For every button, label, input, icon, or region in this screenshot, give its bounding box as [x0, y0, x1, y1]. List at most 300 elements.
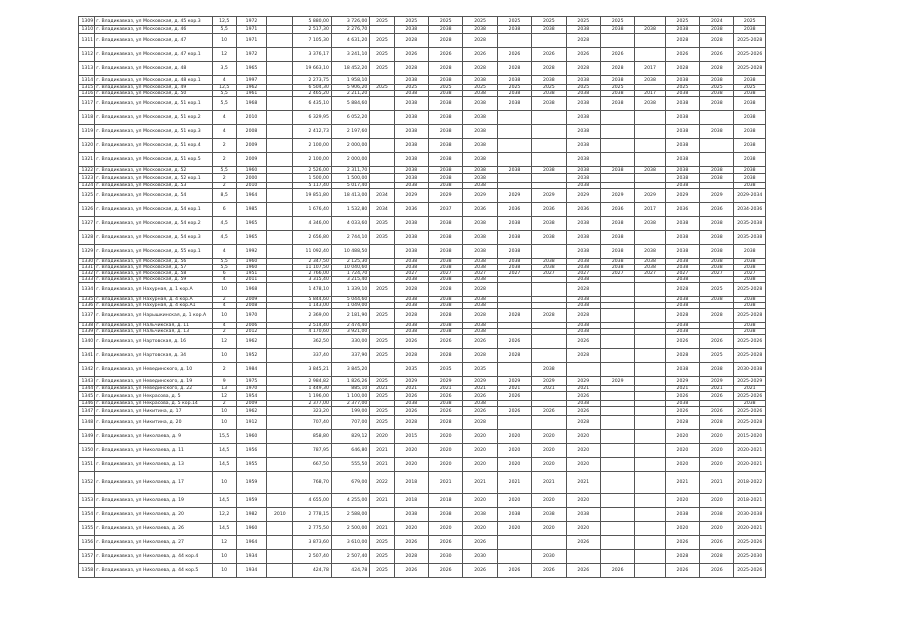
table-row: [79, 494, 766, 508]
cell-f: 10: [212, 283, 236, 297]
cell-year-10: 2025-2026: [734, 335, 766, 349]
cell-year-7: [635, 407, 665, 416]
cell-f: 5,5: [212, 259, 236, 265]
cell-n: 1327: [79, 217, 95, 231]
cell-year-1: 2038: [429, 125, 463, 139]
cell-c7: 2021: [370, 444, 394, 458]
table-row: [79, 167, 766, 174]
cell-c7: 2025: [370, 48, 394, 62]
cell-year-9: 2020: [700, 458, 734, 472]
cell-year-6: [600, 309, 634, 323]
cell-year-1: 2038: [429, 277, 463, 283]
cell-year-4: 2021: [532, 472, 566, 494]
cell-year-5: 2038: [566, 217, 600, 231]
cell-y: 1960: [236, 167, 266, 174]
cell-c4: [267, 48, 293, 62]
cell-f: 5,5: [212, 167, 236, 174]
cell-year-2: 2038: [463, 183, 497, 189]
cell-year-0: 2028: [394, 309, 428, 323]
cell-year-0: 2038: [394, 401, 428, 407]
cell-year-9: 2038: [700, 245, 734, 259]
cell-v1: 2 377,00: [293, 401, 331, 407]
cell-y: 2009: [236, 297, 266, 303]
table-row: [79, 34, 766, 48]
cell-year-4: 2021: [532, 386, 566, 392]
cell-n: 1311: [79, 34, 95, 48]
cell-c7: [370, 245, 394, 259]
cell-v1: 2 517,30: [293, 26, 331, 34]
cell-year-10: 2038: [734, 265, 766, 271]
cell-year-4: [532, 536, 566, 550]
cell-year-7: 2017: [635, 62, 665, 76]
cell-y: 1961: [236, 91, 266, 97]
cell-c7: [370, 97, 394, 111]
cell-year-6: 2025: [600, 85, 634, 91]
cell-year-10: 2038: [734, 297, 766, 303]
cell-year-2: 2028: [463, 283, 497, 297]
cell-year-4: [532, 335, 566, 349]
cell-year-4: 2038: [532, 231, 566, 245]
cell-year-6: [600, 458, 634, 472]
cell-year-7: [635, 125, 665, 139]
cell-v2: 1 049,00: [331, 303, 369, 309]
cell-year-5: 2026: [566, 536, 600, 550]
cell-y: 1960: [236, 259, 266, 265]
cell-year-9: 2038: [700, 297, 734, 303]
cell-year-0: 2026: [394, 392, 428, 401]
cell-year-2: 2021: [463, 386, 497, 392]
cell-a: г. Владикавказ, ул Николаева, д. 27: [95, 536, 212, 550]
cell-a: г. Владикавказ, ул Невединского, д. 10: [95, 363, 212, 377]
cell-y: 2010: [236, 111, 266, 125]
cell-a: г. Владикавказ, ул Никитина, д. 17: [95, 407, 212, 416]
cell-v2: 646,80: [331, 444, 369, 458]
cell-y: 2008: [236, 125, 266, 139]
cell-v1: 2 465,20: [293, 91, 331, 97]
cell-year-10: 2029-2034: [734, 189, 766, 203]
cell-year-8: 2021: [665, 472, 699, 494]
cell-n: 1310: [79, 26, 95, 34]
cell-year-7: [635, 48, 665, 62]
cell-n: 1319: [79, 125, 95, 139]
cell-a: г. Владикавказ, ул Николаева, д. 11: [95, 444, 212, 458]
cell-year-2: 2038: [463, 508, 497, 522]
cell-c4: [267, 111, 293, 125]
cell-v1: 6 504,30: [293, 85, 331, 91]
cell-year-8: 2020: [665, 522, 699, 536]
cell-year-3: [497, 153, 531, 167]
table-row: [79, 97, 766, 111]
cell-v2: 2 211,20: [331, 91, 369, 97]
cell-year-10: 2038: [734, 259, 766, 265]
table-row: [79, 550, 766, 564]
cell-c4: [267, 34, 293, 48]
cell-year-2: 2027: [463, 271, 497, 277]
cell-c7: 2035: [370, 231, 394, 245]
cell-c7: [370, 363, 394, 377]
cell-y: 1965: [236, 231, 266, 245]
cell-year-3: 2020: [497, 444, 531, 458]
table-row: [79, 62, 766, 76]
cell-year-0: 2029: [394, 377, 428, 386]
table-row: [79, 377, 766, 386]
cell-year-9: 2038: [700, 26, 734, 34]
cell-year-2: 2038: [463, 265, 497, 271]
cell-year-3: 2028: [497, 349, 531, 363]
cell-v2: 2 276,70: [331, 26, 369, 34]
cell-n: 1354: [79, 508, 95, 522]
cell-n: 1358: [79, 564, 95, 578]
cell-c4: [267, 189, 293, 203]
cell-y: 1959: [236, 494, 266, 508]
cell-year-0: 2020: [394, 522, 428, 536]
cell-f: 10: [212, 309, 236, 323]
cell-year-2: 2029: [463, 189, 497, 203]
cell-year-2: 2028: [463, 62, 497, 76]
cell-year-5: 2038: [566, 297, 600, 303]
cell-year-8: 2038: [665, 323, 699, 329]
cell-year-8: 2020: [665, 458, 699, 472]
cell-year-5: 2028: [566, 34, 600, 48]
cell-y: 1964: [236, 189, 266, 203]
cell-v1: 1 676,40: [293, 203, 331, 217]
cell-a: г. Владикавказ, ул Московская, д. 57: [95, 265, 212, 271]
cell-year-2: 2026: [463, 48, 497, 62]
cell-year-0: 2026: [394, 564, 428, 578]
cell-c4: [267, 536, 293, 550]
cell-year-9: 2026: [700, 536, 734, 550]
cell-a: г. Владикавказ, ул Московская, д. 48 кор.1: [95, 76, 212, 85]
cell-c4: [267, 26, 293, 34]
cell-year-3: 2027: [497, 271, 531, 277]
cell-year-5: 2026: [566, 564, 600, 578]
cell-year-6: [600, 522, 634, 536]
cell-year-5: 2038: [566, 91, 600, 97]
cell-year-6: 2038: [600, 26, 634, 34]
cell-year-9: 2038: [700, 174, 734, 183]
cell-year-10: 2030-2038: [734, 508, 766, 522]
cell-n: 1345: [79, 392, 95, 401]
cell-year-6: [600, 335, 634, 349]
cell-year-0: 2028: [394, 283, 428, 297]
table-row: [79, 153, 766, 167]
cell-f: 10: [212, 416, 236, 430]
cell-year-9: 2038: [700, 125, 734, 139]
cell-year-4: [532, 283, 566, 297]
cell-year-2: 2038: [463, 217, 497, 231]
cell-n: 1326: [79, 203, 95, 217]
cell-v2: 707,00: [331, 416, 369, 430]
table-row: [79, 231, 766, 245]
cell-year-0: 2038: [394, 167, 428, 174]
cell-y: 1955: [236, 458, 266, 472]
cell-year-7: [635, 550, 665, 564]
cell-year-7: [635, 153, 665, 167]
cell-year-3: 2026: [497, 335, 531, 349]
cell-year-0: 2038: [394, 297, 428, 303]
cell-year-5: 2038: [566, 259, 600, 265]
cell-y: 2012: [236, 329, 266, 335]
cell-y: 1962: [236, 335, 266, 349]
cell-year-10: 2038: [734, 245, 766, 259]
cell-v2: 1 958,10: [331, 76, 369, 85]
cell-year-6: 2028: [600, 62, 634, 76]
cell-c4: [267, 76, 293, 85]
cell-n: 1340: [79, 335, 95, 349]
cell-year-8: 2038: [665, 76, 699, 85]
cell-year-2: 2025: [463, 17, 497, 26]
cell-year-3: [497, 416, 531, 430]
cell-f: 2: [212, 174, 236, 183]
cell-year-10: 2038: [734, 26, 766, 34]
cell-year-5: 2026: [566, 392, 600, 401]
cell-year-6: [600, 494, 634, 508]
cell-a: г. Владикавказ, ул Николаева, д. 44 кор.5: [95, 564, 212, 578]
cell-year-7: [635, 458, 665, 472]
cell-year-3: 2038: [497, 259, 531, 265]
cell-v2: 5 884,60: [331, 97, 369, 111]
cell-year-3: 2020: [497, 522, 531, 536]
cell-year-7: [635, 335, 665, 349]
cell-year-1: 2038: [429, 26, 463, 34]
cell-year-2: 2038: [463, 26, 497, 34]
cell-year-8: 2025: [665, 17, 699, 26]
cell-year-1: 2028: [429, 34, 463, 48]
cell-v1: 1 478,10: [293, 283, 331, 297]
cell-year-5: 2038: [566, 245, 600, 259]
cell-v1: 3 315,40: [293, 277, 331, 283]
cell-year-1: 2028: [429, 416, 463, 430]
cell-c7: [370, 167, 394, 174]
cell-year-10: 2020-2021: [734, 458, 766, 472]
cell-year-9: 2029: [700, 189, 734, 203]
cell-c7: 2025: [370, 550, 394, 564]
cell-year-2: 2030: [463, 550, 497, 564]
cell-v1: 2 514,40: [293, 323, 331, 329]
cell-year-8: 2038: [665, 329, 699, 335]
cell-year-2: 2038: [463, 125, 497, 139]
cell-year-1: 2038: [429, 231, 463, 245]
cell-year-1: 2020: [429, 458, 463, 472]
cell-year-9: 2020: [700, 444, 734, 458]
cell-year-9: 2038: [700, 76, 734, 85]
cell-v2: 3 845,20: [331, 363, 369, 377]
cell-v2: 2 000,00: [331, 153, 369, 167]
cell-year-0: 2020: [394, 444, 428, 458]
cell-n: 1313: [79, 62, 95, 76]
cell-a: г. Владикавказ, ул Московская, д. 47: [95, 34, 212, 48]
cell-n: 1333: [79, 277, 95, 283]
cell-year-6: [600, 283, 634, 297]
cell-year-1: 2038: [429, 76, 463, 85]
cell-v2: 3 215,40: [331, 277, 369, 283]
cell-n: 1342: [79, 363, 95, 377]
cell-v1: 3 845,21: [293, 363, 331, 377]
cell-year-7: [635, 283, 665, 297]
cell-y: 1965: [236, 62, 266, 76]
cell-y: 2000: [236, 174, 266, 183]
cell-year-0: 2036: [394, 203, 428, 217]
cell-year-1: 2028: [429, 62, 463, 76]
cell-c4: [267, 349, 293, 363]
cell-v2: 337,90: [331, 349, 369, 363]
cell-y: 1968: [236, 283, 266, 297]
cell-year-10: 2038: [734, 111, 766, 125]
cell-year-9: 2036: [700, 203, 734, 217]
cell-year-1: 2020: [429, 430, 463, 444]
cell-a: г. Владикавказ, ул Некрасова, д. 5: [95, 392, 212, 401]
cell-year-4: 2025: [532, 17, 566, 26]
cell-c4: [267, 283, 293, 297]
cell-year-3: [497, 174, 531, 183]
cell-year-8: 2038: [665, 297, 699, 303]
cell-a: г. Владикавказ, ул Московская, д. 58: [95, 271, 212, 277]
cell-v1: 5 117,40: [293, 183, 331, 189]
cell-c7: 2025: [370, 564, 394, 578]
cell-y: 1965: [236, 217, 266, 231]
cell-f: 12,5: [212, 85, 236, 91]
cell-year-5: 2020: [566, 458, 600, 472]
cell-year-5: 2038: [566, 153, 600, 167]
cell-v2: 2 181,90: [331, 309, 369, 323]
cell-year-5: 2026: [566, 407, 600, 416]
cell-year-9: 2038: [700, 231, 734, 245]
cell-year-6: [600, 174, 634, 183]
cell-y: 2006: [236, 323, 266, 329]
cell-year-3: 2038: [497, 217, 531, 231]
cell-c7: [370, 174, 394, 183]
cell-year-7: [635, 309, 665, 323]
cell-n: 1348: [79, 416, 95, 430]
cell-year-6: 2038: [600, 265, 634, 271]
cell-f: 10: [212, 472, 236, 494]
cell-f: 12,2: [212, 508, 236, 522]
cell-year-2: 2026: [463, 392, 497, 401]
cell-year-0: 2026: [394, 407, 428, 416]
cell-a: г. Владикавказ, ул Московская, д. 54 кор.2: [95, 217, 212, 231]
cell-year-3: 2020: [497, 494, 531, 508]
cell-year-10: 2025: [734, 85, 766, 91]
cell-year-8: 2038: [665, 167, 699, 174]
cell-year-4: 2026: [532, 564, 566, 578]
cell-a: г. Владикавказ, ул Николаева, д. 17: [95, 472, 212, 494]
cell-v2: 1 532,80: [331, 203, 369, 217]
cell-v1: 3 873,60: [293, 536, 331, 550]
cell-year-9: 2026: [700, 564, 734, 578]
cell-year-8: 2038: [665, 277, 699, 283]
cell-year-7: 2027: [635, 271, 665, 277]
cell-year-7: [635, 231, 665, 245]
cell-f: 9: [212, 377, 236, 386]
cell-a: г. Владикавказ, ул Нальчикская, д. 13: [95, 329, 212, 335]
cell-f: 2: [212, 401, 236, 407]
cell-c4: [267, 458, 293, 472]
cell-a: г. Владикавказ, ул Московская, д. 47 кор.1: [95, 48, 212, 62]
cell-year-0: 2038: [394, 153, 428, 167]
table-row: [79, 508, 766, 522]
cell-a: г. Владикавказ, ул Николаева, д. 19: [95, 494, 212, 508]
cell-a: г. Владикавказ, ул Николаева, д. 44 кор.4: [95, 550, 212, 564]
cell-year-0: 2038: [394, 174, 428, 183]
cell-y: 1972: [236, 48, 266, 62]
cell-c4: [267, 245, 293, 259]
cell-year-2: 2028: [463, 349, 497, 363]
cell-year-1: 2028: [429, 283, 463, 297]
cell-f: 5,5: [212, 97, 236, 111]
cell-c7: 2025: [370, 392, 394, 401]
cell-year-0: 2038: [394, 245, 428, 259]
cell-year-3: 2026: [497, 392, 531, 401]
cell-c4: [267, 472, 293, 494]
cell-year-8: 2038: [665, 363, 699, 377]
cell-year-1: 2038: [429, 139, 463, 153]
cell-n: 1322: [79, 167, 95, 174]
cell-year-1: 2026: [429, 392, 463, 401]
cell-year-9: 2028: [700, 34, 734, 48]
cell-n: 1332: [79, 271, 95, 277]
cell-year-1: 2037: [429, 203, 463, 217]
cell-v2: 2 197,60: [331, 125, 369, 139]
cell-year-0: 2029: [394, 189, 428, 203]
cell-year-7: 2038: [635, 245, 665, 259]
cell-year-4: 2036: [532, 203, 566, 217]
cell-n: 1335: [79, 297, 95, 303]
cell-year-2: 2038: [463, 97, 497, 111]
cell-year-5: 2028: [566, 416, 600, 430]
cell-f: 14,5: [212, 444, 236, 458]
cell-f: 14,5: [212, 494, 236, 508]
cell-year-10: 2038: [734, 97, 766, 111]
cell-year-8: 2038: [665, 174, 699, 183]
cell-n: 1336: [79, 303, 95, 309]
cell-v2: 1 339,10: [331, 283, 369, 297]
cell-n: 1320: [79, 139, 95, 153]
cell-year-7: [635, 444, 665, 458]
cell-year-9: 2026: [700, 392, 734, 401]
cell-year-2: 2038: [463, 76, 497, 85]
cell-a: г. Владикавказ, ул Московская, д. 52: [95, 167, 212, 174]
cell-year-6: [600, 153, 634, 167]
cell-y: 1960: [236, 430, 266, 444]
cell-year-1: 2038: [429, 183, 463, 189]
cell-year-8: 2028: [665, 416, 699, 430]
cell-f: 3,5: [212, 62, 236, 76]
cell-year-1: 2021: [429, 386, 463, 392]
cell-year-1: 2038: [429, 217, 463, 231]
cell-year-0: 2038: [394, 183, 428, 189]
cell-year-8: 2026: [665, 536, 699, 550]
cell-year-2: 2026: [463, 536, 497, 550]
cell-a: г. Владикавказ, ул Московская, д. 51 кор.4: [95, 139, 212, 153]
cell-c7: 2021: [370, 386, 394, 392]
cell-v1: 4 346,00: [293, 217, 331, 231]
cell-year-4: [532, 416, 566, 430]
cell-c4: [267, 335, 293, 349]
table-row: [79, 392, 766, 401]
cell-year-8: 2038: [665, 97, 699, 111]
cell-year-2: 2038: [463, 401, 497, 407]
cell-v1: 2 778,15: [293, 508, 331, 522]
cell-v1: 2 100,00: [293, 139, 331, 153]
cell-a: г. Владикавказ, ул Московская, д. 51 кор.2: [95, 111, 212, 125]
cell-v1: 1 449,30: [293, 386, 331, 392]
cell-n: 1312: [79, 48, 95, 62]
cell-year-8: 2038: [665, 303, 699, 309]
cell-year-0: 2018: [394, 472, 428, 494]
cell-year-9: 2038: [700, 265, 734, 271]
cell-n: 1337: [79, 309, 95, 323]
cell-year-7: [635, 34, 665, 48]
